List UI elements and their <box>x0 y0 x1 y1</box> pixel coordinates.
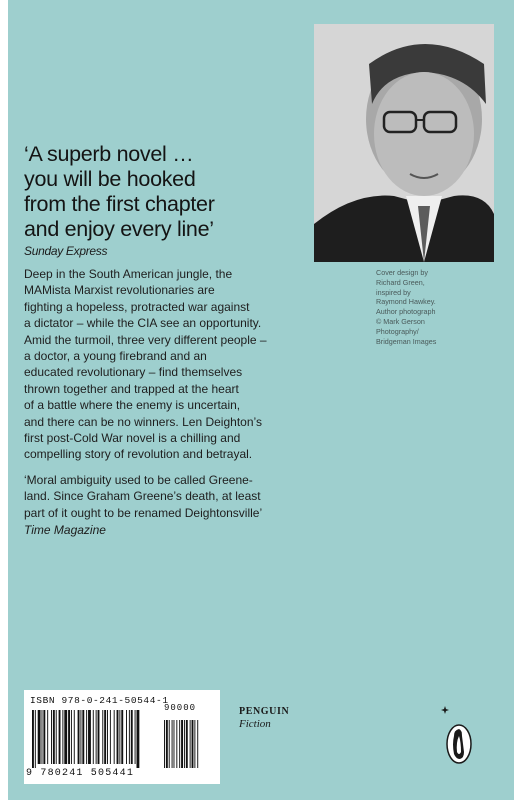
blurb-line: first post-Cold War novel is a chilling and <box>24 431 241 446</box>
quote-source: Time Magazine <box>24 523 106 538</box>
quote-line: land. Since Graham Greene’s death, at least <box>24 489 261 504</box>
barcode-icon <box>30 710 214 768</box>
blurb-line: of a battle where the enemy is uncertain, <box>24 398 241 413</box>
review-quote-top <box>24 142 314 259</box>
blurb-line: educated revolutionary – find themselves <box>24 365 243 380</box>
credit-line: Richard Green, <box>376 277 425 287</box>
credit-line: © Mark Gerson <box>376 316 425 326</box>
book-back-cover <box>8 0 514 800</box>
credit-line: Bridgeman Images <box>376 336 437 346</box>
book-blurb <box>24 266 314 463</box>
quote-line: and enjoy every line’ <box>24 217 214 241</box>
credit-line: Photography/ <box>376 326 419 336</box>
blurb-line: MAMista Marxist revolutionaries are <box>24 283 215 298</box>
quote-line: ‘A superb novel … <box>24 142 194 166</box>
author-photo <box>314 24 494 262</box>
blurb-line: Amid the turmoil, three very different people – <box>24 332 267 347</box>
quote-line: from the first chapter <box>24 192 215 216</box>
credit-line: Author photograph <box>376 307 436 317</box>
price-code: 90000 <box>164 703 197 713</box>
blurb-line: a dictator – while the CIA see an opportunity. <box>24 316 262 331</box>
barcode-digits: 9 780241 505441 <box>26 768 135 779</box>
cover-credits <box>376 268 506 346</box>
penguin-logo-icon <box>446 724 472 764</box>
quote-line: you will be hooked <box>24 167 196 191</box>
blurb-line: and there can be no winners. Len Deighton’s <box>24 414 262 429</box>
isbn-number: ISBN 978-0-241-50544-1 <box>30 695 169 706</box>
quote-line: ‘Moral ambiguity used to be called Greene- <box>24 473 253 487</box>
publisher-series: Fiction <box>239 718 271 730</box>
quote-line: part of it ought to be renamed Deightonsville’ <box>24 505 263 520</box>
blurb-line: Deep in the South American jungle, the <box>24 267 233 281</box>
barcode-panel <box>24 690 220 784</box>
publisher-name: PENGUIN <box>239 706 290 717</box>
credit-line: Cover design by <box>376 268 428 277</box>
blurb-line: fighting a hopeless, protracted war against <box>24 299 250 314</box>
blurb-line: thrown together and trapped at the heart <box>24 381 239 396</box>
publisher-imprint <box>239 706 289 730</box>
blurb-line: compelling story of revolution and betrayal. <box>24 447 253 462</box>
star-mark-icon <box>441 706 449 714</box>
quote-source: Sunday Express <box>24 244 108 258</box>
credit-line: inspired by <box>376 287 411 297</box>
credit-line: Raymond Hawkey. <box>376 297 436 307</box>
review-quote-bottom <box>24 472 324 538</box>
author-portrait-icon <box>314 24 494 262</box>
blurb-line: a doctor, a young firebrand and an <box>24 349 207 364</box>
